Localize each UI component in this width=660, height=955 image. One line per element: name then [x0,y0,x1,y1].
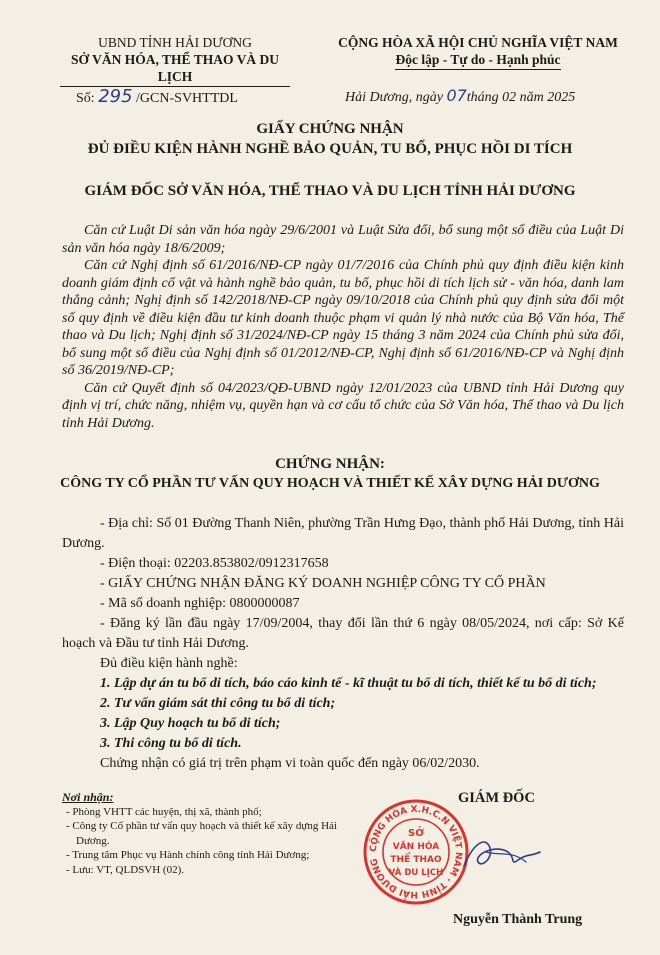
qualification-item: 2. Tư vấn giám sát thi công tu bổ di tích; [100,696,336,711]
legal-basis [62,222,624,432]
seal-line: SỞ [408,828,424,839]
recipient-item: - Phòng VHTT các huyện, thị xã, thành phố; [66,805,262,818]
qualification-item: 3. Thi công tu bổ di tích. [100,736,242,751]
qualification-item: 1. Lập dự án tu bổ di tích, báo cáo kinh tế - kĩ thuật tu bổ di tích, thiết kế tu bổ di tích; [100,676,597,691]
handwritten-signature-icon [456,822,546,882]
certificate-body [62,514,624,774]
detail-registration: - GIẤY CHỨNG NHẬN ĐĂNG KÝ DOANH NGHIỆP CÔNG TY CỔ PHẦN [100,576,546,591]
issue-date: Hải Dương, ngày 07tháng 02 năm 2025 [345,86,576,105]
detail-tax-code: - Mã số doanh nghiệp: 0800000087 [100,596,300,611]
recipients-heading: Nơi nhận: [62,790,114,804]
recipient-item: - Công ty Cổ phần tư vấn quy hoạch và thiết kế xây dựng Hải Dương. [66,820,337,847]
basis-item: Căn cứ Quyết định số 04/2023/QĐ-UBND ngày 12/01/2023 của UBND tỉnh Hải Dương quy định vị trí, chức năng, nhiệm vụ, quyền hạn và cơ cấu tổ chức của Sở Văn hóa, Thể thao và Du lịch tỉnh Hải Dương. [62,380,624,431]
seal-line: THỂ THAO [390,855,442,865]
signer-title: GIÁM ĐỐC [458,790,535,806]
recipient-item: - Lưu: VT, QLDSVH (02). [66,863,184,876]
handwritten-number: 295 [98,86,133,107]
validity-statement: Chứng nhận có giá trị trên phạm vi toàn quốc đến ngày 06/02/2030. [100,756,480,771]
seal-line: VĂN HÓA [392,842,440,852]
company-name: CÔNG TY CỔ PHẦN TƯ VẤN QUY HOẠCH VÀ THIẾT KẾ XÂY DỰNG HẢI DƯƠNG [60,476,600,491]
doc-subtitle: ĐỦ ĐIỀU KIỆN HÀNH NGHỀ BẢO QUẢN, TU BỔ, PHỤC HỒI DI TÍCH [87,141,573,157]
national-name: CỘNG HÒA XÃ HỘI CHỦ NGHĨA VIỆT NAM [338,35,618,50]
doc-title: GIẤY CHỨNG NHẬN [256,121,404,137]
national-motto: Độc lập - Tự do - Hạnh phúc [395,51,560,70]
document-number: Số: 295 /GCN-SVHTTDL [76,86,238,107]
issuer-title: GIÁM ĐỐC SỞ VĂN HÓA, THỂ THAO VÀ DU LỊCH TỈNH HẢI DƯƠNG [84,183,576,199]
detail-registration-date: - Đăng ký lần đầu ngày 17/09/2004, thay đổi lần thứ 6 ngày 08/05/2024, nơi cấp: Sở Kế hoạch và Đầu tư tỉnh Hải Dương. [62,616,624,651]
certify-heading: CHỨNG NHẬN: [275,456,385,472]
handwritten-day: 07 [446,86,467,105]
detail-phone: - Điện thoại: 02203.853802/0912317658 [100,556,329,571]
official-seal-icon [362,798,470,906]
national-header [328,34,628,70]
basis-item: Căn cứ Nghị định số 61/2016/NĐ-CP ngày 01/7/2016 của Chính phủ quy định điều kiện kinh doanh giám định cổ vật và hành nghề bảo quản, tu bổ, phục hồi di tích lịch sử - văn hóa, danh lam thắng cảnh; Nghị định số 142/2018/NĐ-CP ngày 09/10/2018 của Chính phủ quy định sửa đổi một số quy định về điều kiện đầu tư kinh doanh thuộc phạm vi quản lý nhà nước của Bộ Văn hóa, Thể thao và Du lịch; Nghị định số 31/2024/NĐ-CP ngày 15 tháng 3 năm 2024 của Chính phủ sửa đổi, bổ sung một số điều của Nghị định số 01/2012/NĐ-CP, Nghị định số 61/2016/NĐ-CP và Nghị định số 36/2019/NĐ-CP; [62,258,624,378]
seal-line: VÀ DU LỊCH [388,868,444,878]
signer-name: Nguyễn Thành Trung [453,912,583,927]
qualified-heading: Đủ điều kiện hành nghề: [100,656,238,671]
basis-item: Căn cứ Luật Di sản văn hóa ngày 29/6/2001 và Luật Sửa đổi, bổ sung một số điều của Luật Di sản văn hóa ngày 18/6/2009; [62,223,624,256]
detail-address: - Địa chỉ: Số 01 Đường Thanh Niên, phường Trần Hưng Đạo, thành phố Hải Dương, tỉnh Hải Dương. [62,516,624,551]
recipients-list [62,790,362,877]
seal-ring-text: CỘNG HÒA X.H.C.N VIỆT NAM · TỈNH HẢI DƯƠNG [368,804,464,900]
issuer-department: SỞ VĂN HÓA, THỂ THAO VÀ DU LỊCH [60,51,290,87]
recipient-item: - Trung tâm Phục vụ Hành chính công tỉnh Hải Dương; [66,849,310,861]
issuer-province: UBND TỈNH HẢI DƯƠNG [98,35,252,50]
issuer-header [60,34,290,87]
qualification-item: 3. Lập Quy hoạch tu bổ di tích; [100,716,281,731]
